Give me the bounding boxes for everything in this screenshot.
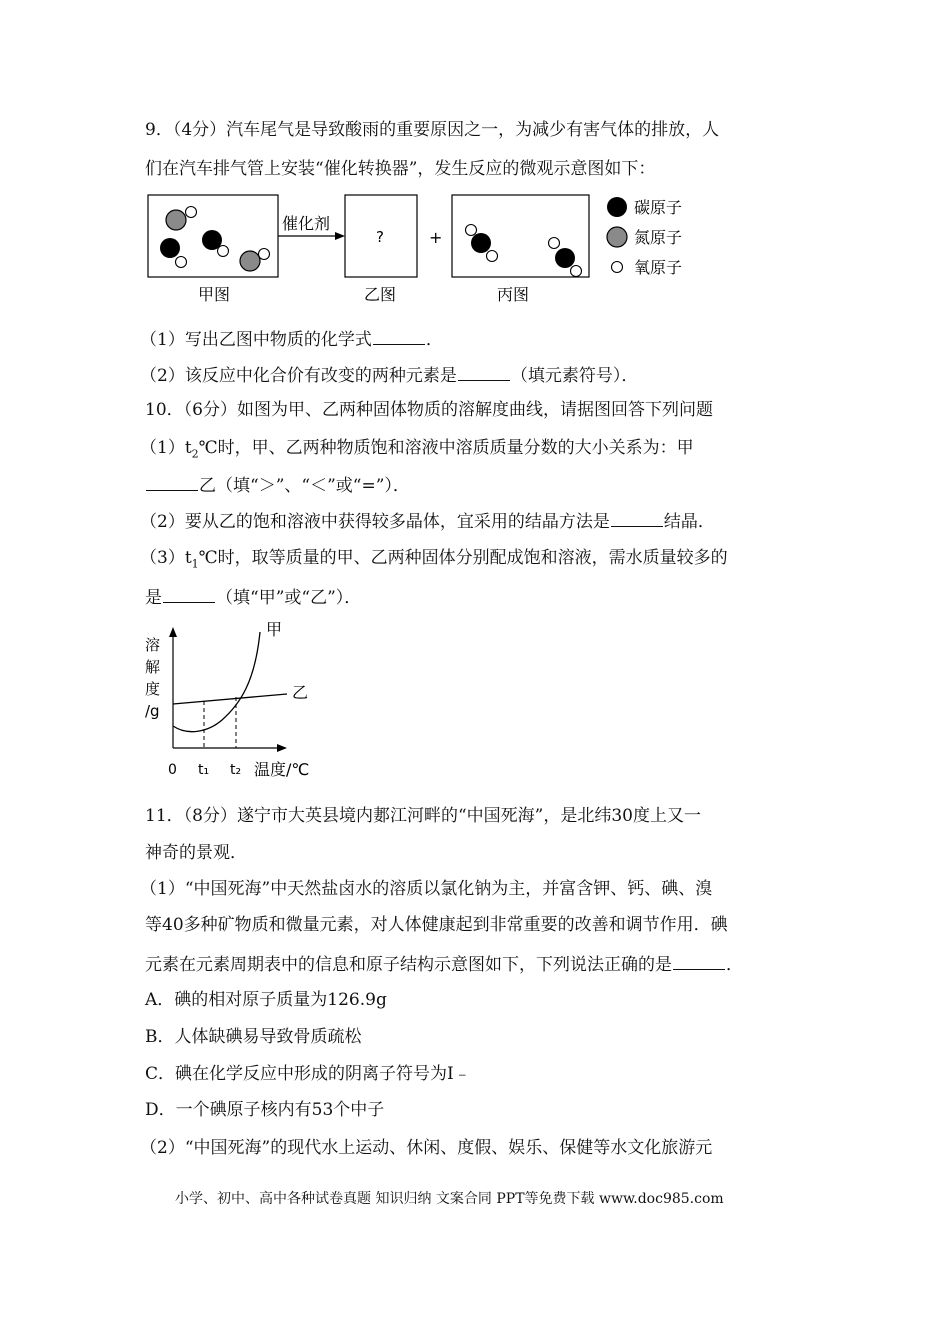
y-label-4: /g bbox=[145, 702, 160, 720]
q9-sub-2: （2）该反应中化合价有改变的两种元素是 （填元素符号）． bbox=[140, 362, 638, 388]
t1-label: t₁ bbox=[198, 762, 210, 778]
molecule-co-1 bbox=[160, 238, 187, 268]
answer-blank bbox=[458, 362, 510, 381]
option-b: B．人体缺碘易导致骨质疏松 bbox=[145, 1027, 362, 1047]
page-footer: 小学、初中、高中各种试卷真题 知识归纳 文案合同 PPT等免费下载 www.doc985.com bbox=[175, 1191, 724, 1207]
q10-sub-2: （2）要从乙的饱和溶液中获得较多晶体，宜采用的结晶方法是 结晶． bbox=[140, 508, 715, 534]
legend-nitrogen-label: 氮原子 bbox=[634, 228, 683, 247]
molecule-co2-1 bbox=[466, 225, 498, 262]
origin-label: 0 bbox=[168, 762, 177, 778]
caption-yi: 乙图 bbox=[364, 285, 397, 304]
molecule-no-2 bbox=[240, 249, 270, 272]
unknown-mark: ? bbox=[376, 228, 384, 246]
curve-yi-label: 乙 bbox=[292, 683, 309, 702]
q11-line-2: 神奇的景观． bbox=[145, 843, 247, 863]
legend-carbon-label: 碳原子 bbox=[634, 198, 683, 217]
q11-sub-1-line-1: （1）“中国死海”中天然盐卤水的溶质以氯化钠为主，并富含钾、钙、碘、溴 bbox=[140, 879, 713, 899]
reaction-diagram bbox=[140, 188, 700, 308]
molecule-no-1 bbox=[166, 207, 197, 231]
q11-sub-1-line-2: 等40多种矿物质和微量元素，对人体健康起到非常重要的改善和调节作用．碘 bbox=[145, 915, 728, 935]
q9-line-2: 们在汽车排气管上安装“催化转换器”，发生反应的微观示意图如下： bbox=[145, 159, 656, 179]
caption-jia: 甲图 bbox=[198, 285, 231, 304]
answer-blank bbox=[673, 951, 725, 970]
q10-sub-1: $(1)t_2℃$时，甲、乙两种物质饱和溶液中溶质质量分数的大小关系为：甲 bbox=[140, 438, 694, 461]
q11-sub-1-line-3: 元素在元素周期表中的信息和原子结构示意图如下，下列说法正确的是 ． bbox=[145, 951, 743, 977]
curve-jia-label: 甲 bbox=[266, 620, 283, 639]
q10-sub-1-line-2: 乙（填“＞”、“＜”或“=”）． bbox=[145, 472, 410, 498]
answer-blank bbox=[611, 508, 663, 527]
answer-blank bbox=[146, 472, 198, 491]
q10-line-1: 10．（6分）如图为甲、乙两种固体物质的溶解度曲线，请据图回答下列问题 bbox=[145, 400, 713, 420]
option-a: A．碘的相对原子质量为126.9g bbox=[145, 990, 387, 1010]
curve-yi bbox=[173, 694, 287, 704]
q10-sub-3: $(3)t_1℃$时，取等质量的甲、乙两种固体分别配成饱和溶液，需水质量较多的 bbox=[140, 548, 728, 571]
answer-blank bbox=[373, 326, 425, 345]
legend-carbon-icon bbox=[607, 197, 627, 217]
legend-oxygen-label: 氧原子 bbox=[634, 258, 683, 277]
q10-sub-3-line-2: 是 （填“甲”或“乙”）． bbox=[145, 584, 361, 610]
y-label-3: 度 bbox=[145, 680, 161, 698]
t2-label: t₂ bbox=[230, 762, 242, 778]
caption-bing: 丙图 bbox=[497, 285, 530, 304]
molecule-co-2 bbox=[202, 230, 229, 257]
answer-blank bbox=[163, 584, 215, 603]
legend-nitrogen-icon bbox=[607, 227, 627, 247]
q11-sub-2-line-1: （2）“中国死海”的现代水上运动、休闲、度假、娱乐、保健等水文化旅游元 bbox=[140, 1138, 713, 1158]
q9-line-1: 9．（4分）汽车尾气是导致酸雨的重要原因之一，为减少有害气体的排放，人 bbox=[145, 120, 720, 140]
y-label-1: 溶 bbox=[145, 636, 161, 654]
y-label-2: 解 bbox=[145, 658, 161, 676]
option-d: D．一个碘原子核内有53个中子 bbox=[145, 1100, 385, 1120]
solubility-graph bbox=[140, 612, 340, 784]
x-axis-label: 温度/℃ bbox=[254, 760, 310, 779]
q11-line-1: 11．（8分）遂宁市大英县境内郪江河畔的“中国死海”，是北纬30度上又一 bbox=[145, 806, 701, 826]
legend-oxygen-icon bbox=[612, 262, 623, 273]
option-c: C．碘在化学反应中形成的阴离子符号为I﹣ bbox=[145, 1064, 471, 1084]
q9-sub-1: （1）写出乙图中物质的化学式 ． bbox=[140, 326, 443, 352]
molecule-co2-2 bbox=[549, 238, 582, 277]
catalyst-label: 催化剂 bbox=[282, 214, 331, 233]
curve-jia bbox=[173, 632, 260, 732]
plus-sign: + bbox=[429, 228, 443, 247]
